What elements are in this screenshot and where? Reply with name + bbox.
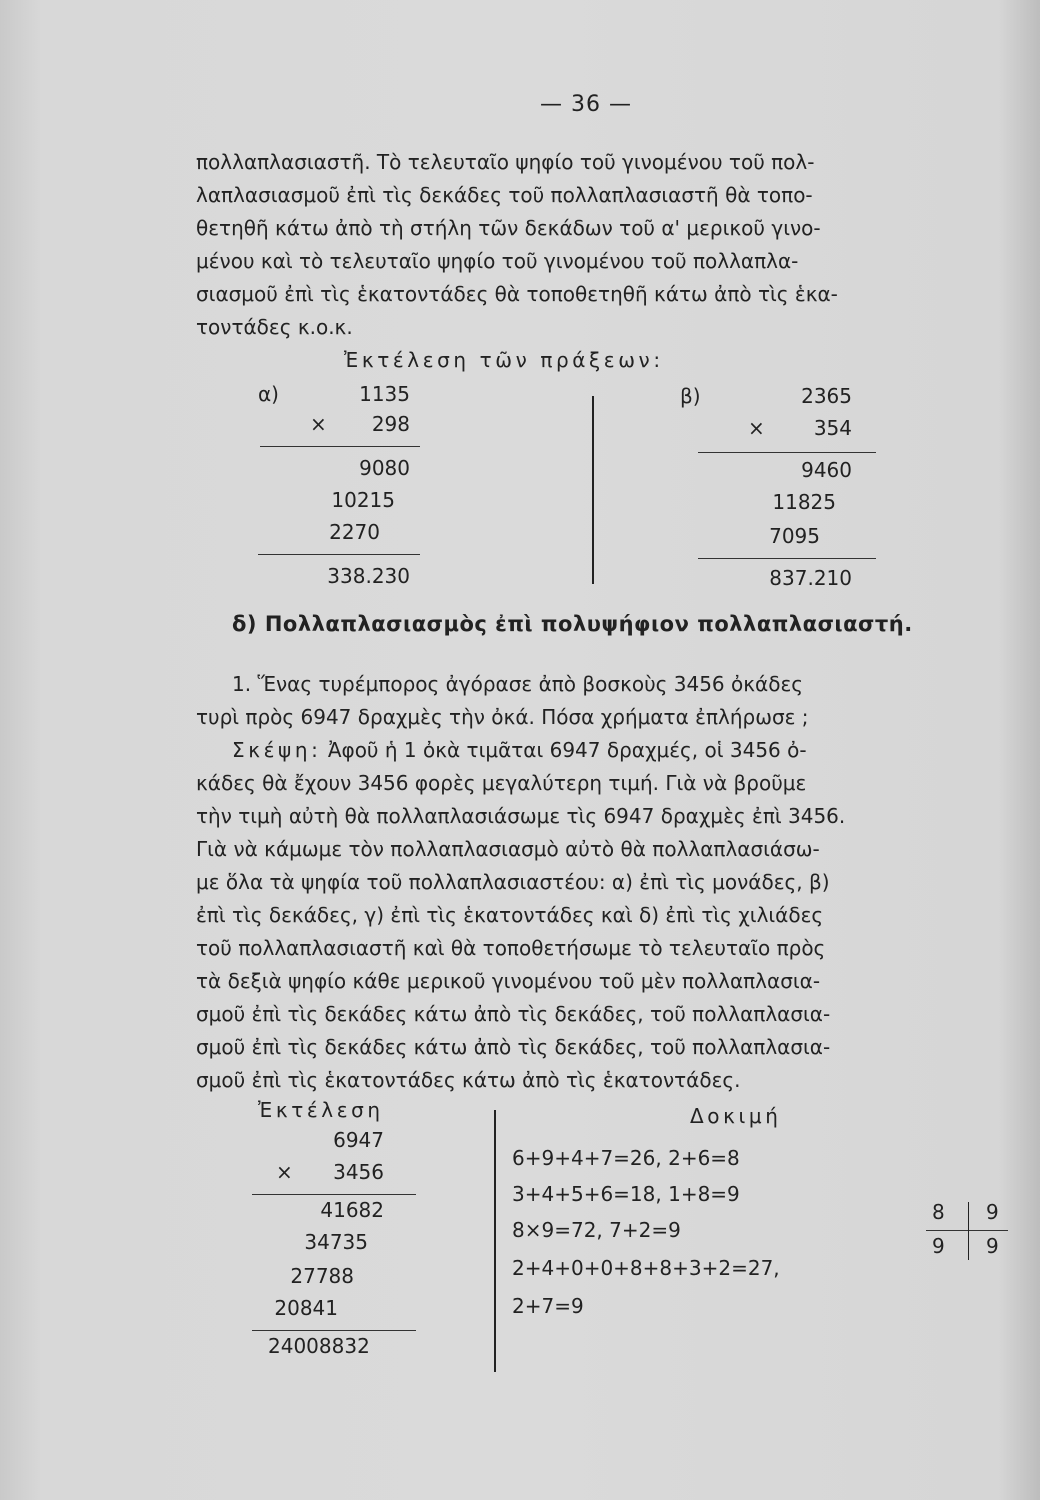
text-line: πολλαπλασιαστῆ. Τὸ τελευταῖο ψηφίο τοῦ γινομένου τοῦ πολ- xyxy=(196,150,815,174)
thought-first-line xyxy=(196,734,1016,767)
text-line: θετηθῆ κάτω ἀπὸ τὴ στήλη τῶν δεκάδων τοῦ α' μερικοῦ γινο- xyxy=(196,216,821,240)
execution2-partial-4: 20841 xyxy=(274,1296,338,1320)
text-line: τοντάδες κ.ο.κ. xyxy=(196,315,353,339)
cross-top-right: 9 xyxy=(986,1200,999,1224)
calc-b-result: 837.210 xyxy=(769,566,852,590)
text-line: σμοῦ ἐπὶ τὶς δεκάδες κάτω ἀπὸ τὶς δεκάδες, τοῦ πολλαπλασια- xyxy=(196,1002,831,1026)
calc-a-partial-1: 9080 xyxy=(359,456,410,480)
check-line: 6+9+4+7=26, 2+6=8 xyxy=(512,1146,740,1170)
check-line: 8×9=72, 7+2=9 xyxy=(512,1218,681,1242)
calc-b-rule-2 xyxy=(698,558,876,559)
calc-b-partial-2: 11825 xyxy=(772,490,836,514)
calc-b-label: β) xyxy=(680,384,701,408)
execution2-multiplier: 3456 xyxy=(333,1160,384,1184)
execution2-rule xyxy=(252,1194,416,1195)
calc-b-partial-3: 7095 xyxy=(769,524,820,548)
text-line: σμοῦ ἐπὶ τὶς ἑκατοντάδες κάτω ἀπὸ τὶς ἑκατοντάδες. xyxy=(196,1068,741,1092)
execution-title: Ἐκτέλεση τῶν πράξεων: xyxy=(344,348,664,372)
execution2-multiplicand: 6947 xyxy=(333,1128,384,1152)
text-line: Γιὰ νὰ κάμωμε τὸν πολλαπλασιασμὸ αὐτὸ θὰ πολλαπλασιάσω- xyxy=(196,837,820,861)
text-line: με ὅλα τὰ ψηφία τοῦ πολλαπλασιαστέου: α) ἐπὶ τὶς μονάδες, β) xyxy=(196,870,830,894)
intro-paragraph xyxy=(196,146,1016,344)
thought-label: Σκέψη: xyxy=(232,738,322,762)
execution2-partial-1: 41682 xyxy=(320,1198,384,1222)
calc-a-partial-2: 10215 xyxy=(331,488,395,512)
cross-bottom-left: 9 xyxy=(932,1234,945,1258)
execution2-sign: × xyxy=(276,1160,293,1184)
calc-a-sign: × xyxy=(310,412,327,436)
calc-a-result: 338.230 xyxy=(327,564,410,588)
text-line: τὴν τιμὴ αὐτὴ θὰ πολλαπλασιάσωμε τὶς 6947 δραχμὲς ἐπὶ 3456. xyxy=(196,804,846,828)
check-title: Δοκιμή xyxy=(690,1104,782,1128)
problem-paragraph xyxy=(196,668,1016,1097)
execution2-rule-2 xyxy=(252,1330,416,1331)
cross-bottom-right: 9 xyxy=(986,1234,999,1258)
text-line: σμοῦ ἐπὶ τὶς δεκάδες κάτω ἀπὸ τὶς δεκάδες, τοῦ πολλαπλασια- xyxy=(196,1035,831,1059)
execution2-partial-3: 27788 xyxy=(290,1264,354,1288)
calc-b-partial-1: 9460 xyxy=(801,458,852,482)
check-divider xyxy=(494,1110,496,1372)
calc-b-rule xyxy=(698,452,876,453)
page-number: — 36 — xyxy=(540,92,632,117)
calc-a-label: α) xyxy=(258,382,279,406)
check-line: 2+7=9 xyxy=(512,1294,584,1318)
check-line: 3+4+5+6=18, 1+8=9 xyxy=(512,1182,740,1206)
text-line: 1. Ἕνας τυρέμπορος ἀγόρασε ἀπὸ βοσκοὺς 3456 ὀκάδες xyxy=(232,672,804,696)
calc-a-rule xyxy=(260,446,420,447)
calc-a-rule-2 xyxy=(258,554,420,555)
calc-b-multiplier: 354 xyxy=(813,416,852,440)
column-divider xyxy=(592,396,594,584)
text-line: κάδες θὰ ἔχουν 3456 φορὲς μεγαλύτερη τιμή. Γιὰ νὰ βροῦμε xyxy=(196,771,807,795)
text-line: ἐπὶ τὶς δεκάδες, γ) ἐπὶ τὶς ἑκατοντάδες καὶ δ) ἐπὶ τὶς χιλιάδες xyxy=(196,903,824,927)
text-line: τυρὶ πρὸς 6947 δραχμὲς τὴν ὀκά. Πόσα χρήματα ἐπλήρωσε ; xyxy=(196,705,809,729)
execution2-result: 24008832 xyxy=(268,1334,370,1358)
section-heading: δ) Πολλαπλασιασμὸς ἐπὶ πολυψήφιον πολλαπλασιαστή. xyxy=(232,612,913,636)
text-line: λαπλασιασμοῦ ἐπὶ τὶς δεκάδες τοῦ πολλαπλασιαστῆ θὰ τοπο- xyxy=(196,183,813,207)
text-line: τὰ δεξιὰ ψηφίο κάθε μερικοῦ γινομένου τοῦ μὲν πολλαπλασια- xyxy=(196,969,821,993)
calc-b-sign: × xyxy=(748,416,765,440)
check-line: 2+4+0+0+8+8+3+2=27, xyxy=(512,1256,780,1280)
execution2-partial-2: 34735 xyxy=(304,1230,368,1254)
text-line: μένου καὶ τὸ τελευταῖο ψηφίο τοῦ γινομένου τοῦ πολλαπλα- xyxy=(196,249,799,273)
cross-vertical-rule xyxy=(968,1202,969,1260)
text-line: τοῦ πολλαπλασιαστῆ καὶ θὰ τοποθετήσωμε τὸ τελευταῖο πρὸς xyxy=(196,936,826,960)
text-line: σιασμοῦ ἐπὶ τὶς ἑκατοντάδες θὰ τοποθετηθῆ κάτω ἀπὸ τὶς ἑκα- xyxy=(196,282,838,306)
calc-a-partial-3: 2270 xyxy=(329,520,380,544)
calc-a-multiplicand: 1135 xyxy=(359,382,410,406)
calc-b-multiplicand: 2365 xyxy=(801,384,852,408)
calc-a-multiplier: 298 xyxy=(371,412,410,436)
cross-top-left: 8 xyxy=(932,1200,945,1224)
cross-horizontal-rule xyxy=(926,1230,1008,1231)
execution2-title: Ἐκτέλεση xyxy=(258,1098,384,1122)
text-line: Ἀφοῦ ἡ 1 ὀκὰ τιμᾶται 6947 δραχμές, οἱ 3456 ὀ- xyxy=(327,738,807,762)
